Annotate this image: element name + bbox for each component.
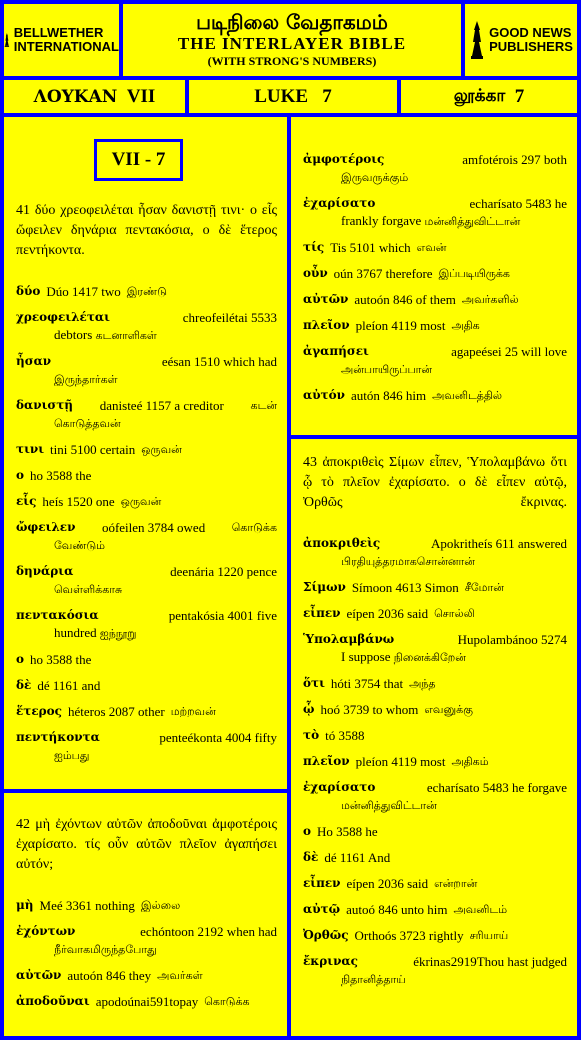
word-entry — [303, 239, 567, 256]
tamil-gloss: ஒருவன் — [141, 443, 182, 456]
greek-word: εἶπεν — [303, 876, 341, 890]
left-logo-line1: BELLWETHER — [13, 25, 104, 40]
tamil-gloss: வெள்ளிக்காசு — [54, 583, 123, 596]
tamil-gloss: அவனிடம் — [453, 903, 508, 916]
word-entry — [303, 849, 567, 866]
entry-continuation — [303, 168, 567, 186]
greek-word: πλεῖον — [303, 318, 350, 332]
good-news-logo-icon — [469, 20, 485, 60]
tamil-gloss: அந்த — [409, 677, 436, 690]
word-entry — [303, 753, 567, 770]
tamil-gloss: கொடுக்க — [231, 521, 277, 534]
tamil-gloss: மன்னித்துவிட்டான் — [341, 799, 437, 812]
transliteration-strongs-gloss: tini 5100 certain — [50, 442, 136, 457]
transliteration-strongs-gloss: oófeilen 3784 owed — [101, 520, 206, 535]
greek-word: δὲ — [303, 850, 319, 864]
tamil-gloss: அவனிடத்தில் — [432, 389, 503, 402]
word-entry — [16, 353, 277, 388]
tamil-gloss: சீமோன் — [464, 581, 504, 594]
word-entry — [303, 195, 567, 230]
bellwether-logo-icon — [4, 20, 10, 60]
tamil-gloss: அவர்களில் — [461, 293, 519, 306]
transliteration-strongs-gloss: Dúo 1417 two — [46, 284, 121, 299]
tamil-gloss: இருந்தார்கள் — [54, 373, 118, 386]
tamil-gloss: பிரதியுத்தரமாகசொன்னான் — [341, 555, 475, 568]
transliteration-strongs-gloss: héteros 2087 other — [67, 704, 165, 719]
tamil-gloss: எவனுக்கு — [424, 703, 473, 716]
word-entry — [303, 291, 567, 308]
greek-word: ἔκρινας — [303, 954, 358, 968]
transliteration-strongs-gloss: agapeései 25 will love — [451, 344, 567, 359]
transliteration-strongs-gloss: Meé 3361 nothing — [39, 898, 135, 913]
transliteration-strongs-gloss: autoón 846 they — [67, 968, 152, 983]
word-entry — [16, 519, 277, 554]
greek-word: εἷς — [16, 494, 37, 508]
transliteration-strongs-gloss: autoón 846 of them — [354, 292, 456, 307]
right-logo — [465, 4, 577, 76]
greek-word: ο — [16, 652, 25, 666]
word-entry — [303, 875, 567, 892]
word-entry — [16, 897, 277, 914]
verse-43-text: 43 ἀποκριθεὶς Σίμων εἶπεν, Ὑπολαμβάνω ὅτι ᾧ τὸ πλεῖον ἐχαρίσατο. ο δὲ εἶπεν αὐτῷ, Ὀρθῶς ἔκρινας. — [303, 455, 567, 510]
word-entry — [16, 923, 277, 958]
transliteration-strongs-gloss: penteékonta 4004 fifty — [159, 730, 277, 745]
transliteration-strongs-gloss: oún 3767 therefore — [333, 266, 433, 281]
word-entry — [303, 343, 567, 378]
word-entry — [303, 317, 567, 334]
word-entry — [303, 265, 567, 282]
title-tamil: படிநிலை வேதாகமம் — [196, 10, 388, 34]
english-gloss-cont: debtors — [54, 327, 93, 342]
tamil-gloss: அன்பாயிருப்பான் — [341, 363, 433, 376]
tamil-gloss: சொல்லி — [434, 607, 475, 620]
verse-41-entries — [16, 283, 277, 764]
tamil-gloss: கடனாளிகள் — [95, 329, 157, 342]
transliteration-strongs-gloss: Hupolambánoo 5274 — [457, 632, 567, 647]
greek-word: οὖν — [303, 266, 328, 280]
title-sub: (WITH STRONG'S NUMBERS) — [207, 54, 377, 68]
chapter-english — [189, 80, 397, 113]
entry-continuation — [303, 360, 567, 378]
tamil-gloss: அதிகம் — [451, 755, 489, 768]
transliteration-strongs-gloss: autoó 846 unto him — [346, 902, 448, 917]
transliteration-strongs-gloss: pleíon 4119 most — [355, 318, 446, 333]
greek-word: ᾧ — [303, 702, 315, 716]
greek-word: ἀποκριθεὶς — [303, 536, 381, 550]
entry-continuation — [303, 212, 567, 230]
transliteration-strongs-gloss: eésan 1510 which had — [161, 354, 277, 369]
greek-word: δύο — [16, 284, 41, 298]
chapter-english-name: LUKE — [254, 85, 309, 107]
greek-word: χρεοφειλέται — [16, 310, 110, 324]
tamil-gloss: அதிக — [451, 319, 480, 332]
tamil-gloss: கொடுத்தவன் — [54, 417, 121, 430]
word-entry — [303, 387, 567, 404]
greek-word: ἐχαρίσατο — [303, 780, 376, 794]
entry-continuation — [16, 326, 277, 344]
word-entry — [16, 993, 277, 1010]
greek-word: πλεῖον — [303, 754, 350, 768]
tamil-gloss: இருவருக்கும் — [341, 171, 409, 184]
verse41-block — [16, 201, 277, 773]
greek-word: ἕτερος — [16, 704, 62, 718]
greek-word: Σίμων — [303, 580, 346, 594]
word-entry — [16, 703, 277, 720]
right-panel-verse43 — [291, 439, 577, 1036]
transliteration-strongs-gloss: danisteé 1157 a creditor — [99, 398, 224, 413]
transliteration-strongs-gloss: ho 3588 the — [30, 652, 92, 667]
transliteration-strongs-gloss: eípen 2036 said — [346, 876, 429, 891]
title-main: THE INTERLAYER BIBLE — [177, 34, 407, 53]
transliteration-strongs-gloss: Ho 3588 he — [317, 824, 378, 839]
tamil-gloss: கடன் — [250, 399, 277, 412]
chapter-tamil-num: 7 — [514, 85, 525, 107]
word-entry — [303, 675, 567, 692]
transliteration-strongs-gloss: tó 3588 — [325, 728, 365, 743]
tamil-gloss: வேண்டும் — [54, 539, 106, 552]
transliteration-strongs-gloss: apodoúnai591topay — [95, 994, 199, 1009]
greek-word: δανιστῇ — [16, 398, 74, 412]
greek-word: ο — [16, 468, 25, 482]
greek-word: ἀμφοτέροις — [303, 152, 385, 166]
entry-continuation — [303, 648, 567, 666]
greek-word: ἀγαπήσει — [303, 344, 369, 358]
entry-continuation — [303, 552, 567, 570]
transliteration-strongs-gloss: echarísato 5483 he forgave — [426, 780, 567, 795]
verse42-block — [16, 815, 277, 1019]
tamil-gloss: ஒருவன் — [120, 495, 162, 508]
chapter-greek-num: VII — [126, 85, 156, 107]
right-panel-top — [291, 117, 577, 435]
tamil-gloss: நீர்வாகமிருந்தபோது — [54, 943, 157, 956]
entry-continuation — [16, 624, 277, 642]
word-entry — [16, 607, 277, 642]
transliteration-strongs-gloss: pleíon 4119 most — [355, 754, 446, 769]
word-entry — [16, 563, 277, 598]
word-entry — [303, 927, 567, 944]
transliteration-strongs-gloss: hoó 3739 to whom — [320, 702, 419, 717]
tamil-gloss: நினைக்கிறேன் — [393, 651, 466, 664]
entry-continuation — [16, 746, 277, 764]
left-panel-verse42 — [4, 793, 287, 1036]
greek-word: αὐτῷ — [303, 902, 341, 916]
tamil-gloss: எவன் — [416, 241, 447, 254]
word-entry — [16, 309, 277, 344]
tamil-gloss: மன்னித்துவிட்டான் — [424, 215, 521, 228]
entry-continuation — [303, 970, 567, 988]
greek-word: ἐχόντων — [16, 924, 76, 938]
transliteration-strongs-gloss: Símoon 4613 Simon — [351, 580, 459, 595]
word-entry — [16, 651, 277, 668]
greek-word: τὸ — [303, 728, 320, 742]
transliteration-strongs-gloss: autón 846 him — [350, 388, 427, 403]
greek-word: πεντακόσια — [16, 608, 99, 622]
tamil-gloss: இல்லை — [140, 899, 181, 912]
word-entry — [303, 631, 567, 666]
word-entry — [16, 397, 277, 432]
transliteration-strongs-gloss: eípen 2036 said — [346, 606, 429, 621]
tamil-gloss: ஐந்நூறு — [99, 627, 137, 640]
entry-continuation — [16, 414, 277, 432]
transliteration-strongs-gloss: pentakósia 4001 five — [168, 608, 277, 623]
word-entry — [303, 953, 567, 988]
verse-41-text: 41 δύο χρεοφειλέται ἦσαν δανιστῇ τινι· ο εἷς ὤφειλεν δηνάρια πεντακόσια, ο δὲ ἕτερος πεντήκοντα. — [16, 203, 277, 258]
transliteration-strongs-gloss: deenária 1220 pence — [170, 564, 277, 579]
greek-word: ἐχαρίσατο — [303, 196, 376, 210]
greek-word: Ὀρθῶς — [303, 928, 349, 942]
greek-word: ο — [303, 824, 312, 838]
word-entry — [16, 967, 277, 984]
transliteration-strongs-gloss: dé 1161 And — [324, 850, 391, 865]
word-entry — [303, 535, 567, 570]
word-entry — [303, 727, 567, 744]
english-gloss-cont: hundred — [54, 625, 97, 640]
english-gloss-cont: frankly forgave — [341, 213, 422, 228]
tamil-gloss: இரண்டு — [126, 285, 167, 298]
entry-continuation — [16, 580, 277, 598]
chapter-english-num: 7 — [322, 85, 332, 107]
greek-word: αὐτῶν — [303, 292, 349, 306]
greek-word: τίς — [303, 240, 325, 254]
entry-continuation — [303, 796, 567, 814]
verse43-block — [303, 453, 567, 997]
word-entry — [303, 701, 567, 718]
word-entry — [16, 493, 277, 510]
tamil-gloss: இப்படியிருக்க — [438, 267, 510, 280]
tamil-gloss: என்றான் — [434, 877, 478, 890]
tamil-gloss: மற்றவன் — [170, 705, 216, 718]
entry-continuation — [16, 536, 277, 554]
right-logo-line2: PUBLISHERS — [489, 39, 573, 54]
word-entry — [303, 579, 567, 596]
greek-word: ἦσαν — [16, 354, 52, 368]
greek-word: αὐτόν — [303, 388, 345, 402]
greek-word: αὐτῶν — [16, 968, 62, 982]
tamil-gloss: ஐம்பது — [54, 749, 90, 762]
tamil-gloss: நிதானித்தாய் — [341, 973, 406, 986]
transliteration-strongs-gloss: ho 3588 the — [30, 468, 92, 483]
word-entry — [303, 151, 567, 186]
word-entry — [303, 901, 567, 918]
entry-continuation — [16, 370, 277, 388]
word-entry — [16, 677, 277, 694]
word-entry — [16, 283, 277, 300]
word-entry — [16, 729, 277, 764]
greek-word: εἶπεν — [303, 606, 341, 620]
tamil-gloss: சரியாய் — [469, 929, 509, 942]
left-panel-verse41 — [4, 117, 287, 789]
greek-word: μὴ — [16, 898, 34, 912]
verse-43-entries — [303, 535, 567, 988]
word-entry — [303, 823, 567, 840]
greek-word: ὤφειλεν — [16, 520, 76, 534]
greek-word: ἀποδοῦναι — [16, 994, 90, 1008]
english-gloss-cont: I suppose — [341, 649, 391, 664]
tamil-gloss: அவர்கள் — [157, 969, 203, 982]
title-block — [123, 4, 461, 76]
left-logo-line2: INTERNATIONAL — [13, 39, 119, 54]
left-logo — [4, 4, 119, 76]
verse-42-entries — [16, 897, 277, 1010]
word-entry — [16, 441, 277, 458]
transliteration-strongs-gloss: echóntoon 2192 when had — [140, 924, 277, 939]
transliteration-strongs-gloss: Apokritheís 611 answered — [431, 536, 567, 551]
right-logo-line1: GOOD NEWS — [489, 25, 572, 40]
word-entry — [303, 605, 567, 622]
chapter-greek — [4, 80, 185, 113]
word-entry — [16, 467, 277, 484]
chapter-label: VII - 7 — [94, 139, 183, 181]
greek-word: τινι — [16, 442, 45, 456]
verse-42-cont-entries — [303, 151, 567, 413]
chapter-greek-name: ΛΟΥΚΑΝ — [33, 86, 118, 107]
tamil-gloss: கொடுக்க — [204, 995, 250, 1008]
chapter-tamil-name: லூக்கா — [453, 85, 506, 106]
transliteration-strongs-gloss: dé 1161 and — [37, 678, 101, 693]
greek-word: πεντήκοντα — [16, 730, 100, 744]
transliteration-strongs-gloss: hóti 3754 that — [330, 676, 404, 691]
transliteration-strongs-gloss: Tis 5101 which — [330, 240, 411, 255]
transliteration-strongs-gloss: ékrinas2919Thou hast judged — [413, 954, 567, 969]
verse-42-text: 42 μὴ ἐχόντων αὐτῶν ἀποδοῦναι ἀμφοτέροις ἐχαρίσατο. τίς οὖν αὐτῶν πλεῖον ἀγαπήσει αὐτόν; — [16, 817, 277, 872]
greek-word: Ὑπολαμβάνω — [303, 632, 395, 646]
greek-word: δηνάρια — [16, 564, 74, 578]
greek-word: ὅτι — [303, 676, 325, 690]
entry-continuation — [16, 940, 277, 958]
transliteration-strongs-gloss: Orthoós 3723 rightly — [354, 928, 464, 943]
greek-word: δὲ — [16, 678, 32, 692]
transliteration-strongs-gloss: heís 1520 one — [42, 494, 115, 509]
transliteration-strongs-gloss: chreofeilétai 5533 — [182, 310, 277, 325]
chapter-tamil — [401, 80, 577, 113]
transliteration-strongs-gloss: echarísato 5483 he — [469, 196, 567, 211]
word-entry — [303, 779, 567, 814]
transliteration-strongs-gloss: amfotérois 297 both — [462, 152, 567, 167]
